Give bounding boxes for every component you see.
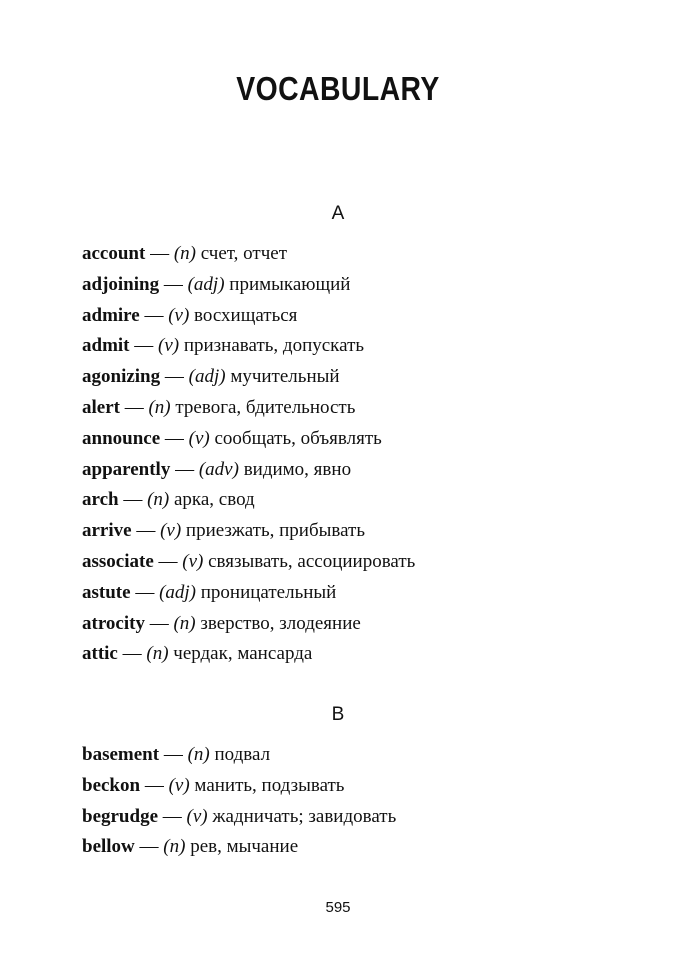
entry-pos: (v) — [168, 774, 190, 796]
entry-term: attic — [82, 643, 118, 665]
entry-dash: — — [130, 581, 160, 603]
vocab-entry — [82, 239, 602, 270]
section-letter: B — [331, 704, 345, 725]
vocab-entry — [82, 771, 602, 802]
entry-translation: сообщать, объявлять — [209, 427, 382, 449]
entry-pos: (adv) — [198, 458, 239, 480]
entry-dash: — — [134, 836, 164, 858]
entry-translation: примыкающий — [224, 273, 351, 295]
entry-dash: — — [139, 304, 169, 326]
entry-pos: (adj) — [188, 366, 226, 388]
entry-pos: (v) — [188, 427, 210, 449]
entry-term: agonizing — [82, 366, 161, 388]
entry-translation: счет, отчет — [195, 243, 287, 264]
entry-translation: арка, свод — [169, 489, 255, 511]
entry-dash: — — [160, 366, 189, 388]
entry-pos: (n) — [173, 243, 196, 264]
entry-term: admit — [82, 335, 130, 357]
entry-translation: признавать, допускать — [179, 335, 365, 357]
entry-translation: мучительный — [225, 366, 340, 388]
vocab-entry — [82, 802, 602, 833]
entry-pos: (n) — [148, 396, 171, 418]
entry-term: arrive — [82, 520, 132, 542]
vocab-entry — [82, 609, 602, 640]
section-letter: A — [331, 203, 345, 224]
vocab-entry — [82, 362, 602, 393]
entry-dash: — — [159, 744, 188, 765]
entry-translation: приезжать, прибывать — [181, 520, 366, 542]
entry-pos: (n) — [147, 489, 170, 511]
entry-pos: (adj) — [159, 581, 196, 603]
entry-translation: зверство, злодеяние — [195, 612, 361, 634]
entry-term: astute — [82, 581, 131, 603]
entry-dash: — — [131, 520, 161, 542]
vocab-entry — [82, 331, 602, 362]
entry-dash: — — [159, 273, 188, 295]
entry-dash: — — [144, 612, 174, 634]
vocab-entry — [82, 832, 602, 863]
vocab-entry — [82, 639, 602, 670]
entry-term: basement — [82, 744, 160, 765]
entry-term: beckon — [82, 774, 141, 796]
entry-pos: (adj) — [187, 273, 225, 295]
entry-pos: (v) — [160, 520, 182, 542]
entry-term: apparently — [82, 458, 171, 480]
entry-pos: (v) — [168, 304, 190, 326]
entry-dash: — — [170, 458, 199, 480]
entry-term: adjoining — [82, 273, 160, 295]
section-b — [82, 703, 602, 863]
entry-pos: (n) — [163, 836, 186, 858]
entry-pos: (v) — [182, 550, 204, 572]
vocab-entry — [82, 516, 602, 547]
entry-term: alert — [82, 396, 120, 418]
entry-term: begrudge — [82, 805, 158, 827]
entry-dash: — — [140, 774, 169, 796]
vocab-entry — [82, 578, 602, 609]
entry-translation: рев, мычание — [185, 836, 299, 858]
page-number: 595 — [325, 899, 351, 916]
entry-term: atrocity — [82, 612, 145, 634]
vocab-entry — [82, 485, 602, 516]
entry-pos: (v) — [186, 805, 208, 827]
entry-pos: (v) — [158, 335, 180, 357]
entry-translation: проницательный — [196, 581, 337, 603]
entry-term: arch — [82, 489, 119, 511]
entry-dash: — — [129, 335, 158, 357]
entry-dash: — — [119, 396, 149, 418]
entry-dash: — — [160, 427, 189, 449]
vocab-entry — [82, 424, 602, 455]
vocab-entry — [82, 547, 602, 578]
entry-translation: восхищаться — [189, 304, 298, 326]
entry-dash: — — [153, 550, 183, 572]
entry-dash: — — [118, 489, 148, 511]
entry-term: account — [82, 243, 146, 264]
vocab-entry — [82, 270, 602, 301]
entry-translation: чердак, мансарда — [168, 643, 313, 665]
entry-pos: (n) — [187, 744, 210, 765]
entry-dash: — — [158, 805, 187, 827]
entry-translation: жадничать; завидовать — [207, 805, 397, 827]
entry-translation: подвал — [209, 744, 271, 765]
vocab-entry — [82, 393, 602, 424]
entry-term: bellow — [82, 836, 135, 858]
entry-term: admire — [82, 304, 140, 326]
entry-term: announce — [82, 427, 161, 449]
entry-translation: манить, подзывать — [189, 774, 345, 796]
entry-translation: связывать, ассоциировать — [203, 550, 416, 572]
section-a — [82, 202, 602, 670]
entry-dash: — — [117, 643, 147, 665]
entry-dash: — — [145, 243, 174, 264]
vocab-entry — [82, 740, 602, 771]
entry-pos: (n) — [146, 643, 169, 665]
entry-pos: (n) — [173, 612, 196, 634]
page-title: VOCABULARY — [236, 70, 440, 107]
entry-translation: тревога, бдительность — [170, 396, 356, 418]
vocab-entry — [82, 455, 602, 486]
entry-term: associate — [82, 550, 154, 572]
vocab-entry — [82, 301, 602, 332]
entry-translation: видимо, явно — [238, 458, 352, 480]
